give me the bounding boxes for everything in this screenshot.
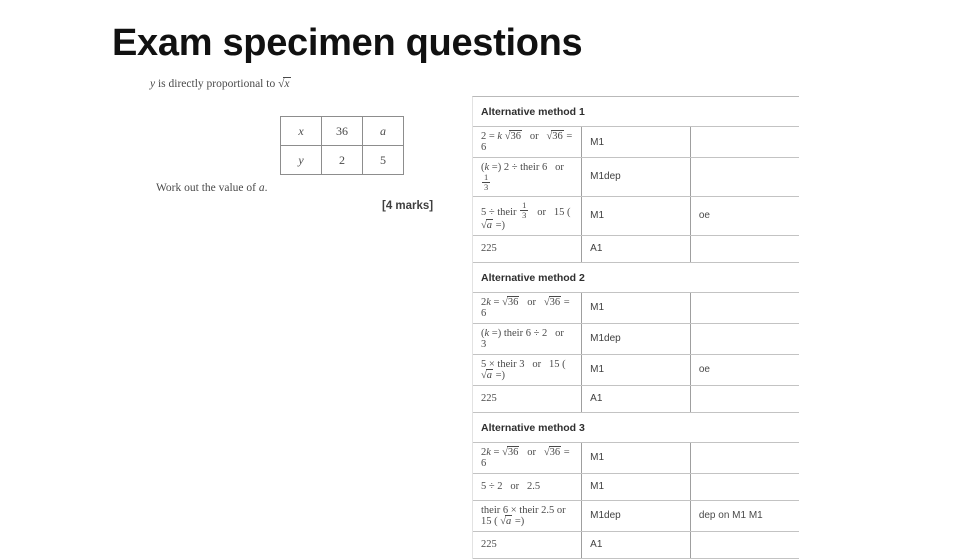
sqrt-x-radicand: x xyxy=(284,78,290,90)
cell-x-value-2: a xyxy=(363,117,404,146)
mark-scheme-comment-cell: oe xyxy=(690,196,799,235)
mark-scheme-answer-cell: 225 xyxy=(473,235,582,262)
mark-scheme-comment-cell xyxy=(690,385,799,412)
mark-scheme-answer-cell: their 6 × their 2.5 or 15 ( √a =) xyxy=(473,500,582,531)
mark-scheme-mark-cell: M1 xyxy=(582,292,691,323)
mark-scheme-mark-cell: M1 xyxy=(582,196,691,235)
mark-scheme-section-heading-row xyxy=(473,412,799,442)
mark-scheme-section-heading: Alternative method 3 xyxy=(473,412,799,442)
cell-y-label: y xyxy=(281,146,322,175)
mark-scheme-mark-cell: M1dep xyxy=(582,158,691,197)
table-row xyxy=(473,385,799,412)
mark-scheme-answer-cell: 225 xyxy=(473,385,582,412)
question-marks-badge: [4 marks] xyxy=(382,200,434,212)
table-row xyxy=(473,196,799,235)
table-row xyxy=(473,323,799,354)
mark-scheme-answer-cell: 5 × their 3 or 15 ( √a =) xyxy=(473,354,582,385)
mark-scheme-table xyxy=(472,96,799,559)
mark-scheme-comment-cell xyxy=(690,473,799,500)
mark-scheme-comment-cell xyxy=(690,127,799,158)
question-value-table xyxy=(280,116,404,175)
table-row xyxy=(473,127,799,158)
mark-scheme-comment-cell xyxy=(690,323,799,354)
mark-scheme-answer-cell: 5 ÷ their $\frac{1}{3}$ or 15 ( √a =) xyxy=(473,196,582,235)
question-stem xyxy=(150,78,450,90)
question-instruction-variable: a xyxy=(258,182,265,194)
cell-y-value-2: 5 xyxy=(363,146,404,175)
mark-scheme-comment-cell xyxy=(690,235,799,262)
mark-scheme-answer-cell: (k =) their 6 ÷ 2 or 3 xyxy=(473,323,582,354)
mark-scheme-mark-cell: M1dep xyxy=(582,323,691,354)
table-row xyxy=(473,158,799,197)
mark-scheme-comment-cell xyxy=(690,158,799,197)
mark-scheme-section-heading-row xyxy=(473,97,799,127)
question-instruction-prefix: Work out the value of xyxy=(156,182,259,194)
mark-scheme-mark-cell: M1 xyxy=(582,127,691,158)
question-instruction xyxy=(156,182,268,194)
mark-scheme-mark-cell: A1 xyxy=(582,385,691,412)
table-row xyxy=(473,531,799,558)
mark-scheme-mark-cell: M1 xyxy=(582,354,691,385)
mark-scheme-mark-cell: M1dep xyxy=(582,500,691,531)
mark-scheme-answer-cell: 5 ÷ 2 or 2.5 xyxy=(473,473,582,500)
mark-scheme-answer-cell: 225 xyxy=(473,531,582,558)
mark-scheme-comment-cell xyxy=(690,531,799,558)
table-row xyxy=(473,354,799,385)
mark-scheme-comment-cell: oe xyxy=(690,354,799,385)
mark-scheme-answer-cell: 2k = √36 or √36 = 6 xyxy=(473,442,582,473)
question-stem-variable: y xyxy=(150,78,156,90)
mark-scheme-comment-cell xyxy=(690,292,799,323)
mark-scheme-answer-cell: (k =) 2 ÷ their 6 or $\frac{1}{3}$ xyxy=(473,158,582,197)
table-row xyxy=(473,442,799,473)
cell-x-label: x xyxy=(281,117,322,146)
exam-question-image xyxy=(150,78,450,212)
table-row xyxy=(281,146,404,175)
mark-scheme-section-heading: Alternative method 1 xyxy=(473,97,799,127)
question-instruction-suffix: . xyxy=(264,182,268,194)
mark-scheme-answer-cell: 2 = k √36 or √36 = 6 xyxy=(473,127,582,158)
question-stem-text: is directly proportional to xyxy=(155,78,279,90)
cell-y-value-1: 2 xyxy=(322,146,363,175)
mark-scheme-mark-cell: A1 xyxy=(582,531,691,558)
mark-scheme-comment-cell xyxy=(690,442,799,473)
table-row xyxy=(473,292,799,323)
mark-scheme-mark-cell: M1 xyxy=(582,442,691,473)
mark-scheme-section-heading-row xyxy=(473,262,799,292)
cell-x-value-1: 36 xyxy=(322,117,363,146)
mark-scheme-answer-cell: 2k = √36 or √36 = 6 xyxy=(473,292,582,323)
sqrt-x-radical: √x xyxy=(278,78,290,90)
mark-scheme-mark-cell: A1 xyxy=(582,235,691,262)
table-row xyxy=(281,117,404,146)
table-row xyxy=(473,500,799,531)
page-title: Exam specimen questions xyxy=(112,22,583,64)
table-row xyxy=(473,235,799,262)
table-row xyxy=(473,473,799,500)
mark-scheme-comment-cell: dep on M1 M1 xyxy=(690,500,799,531)
mark-scheme-section-heading: Alternative method 2 xyxy=(473,262,799,292)
mark-scheme-mark-cell: M1 xyxy=(582,473,691,500)
